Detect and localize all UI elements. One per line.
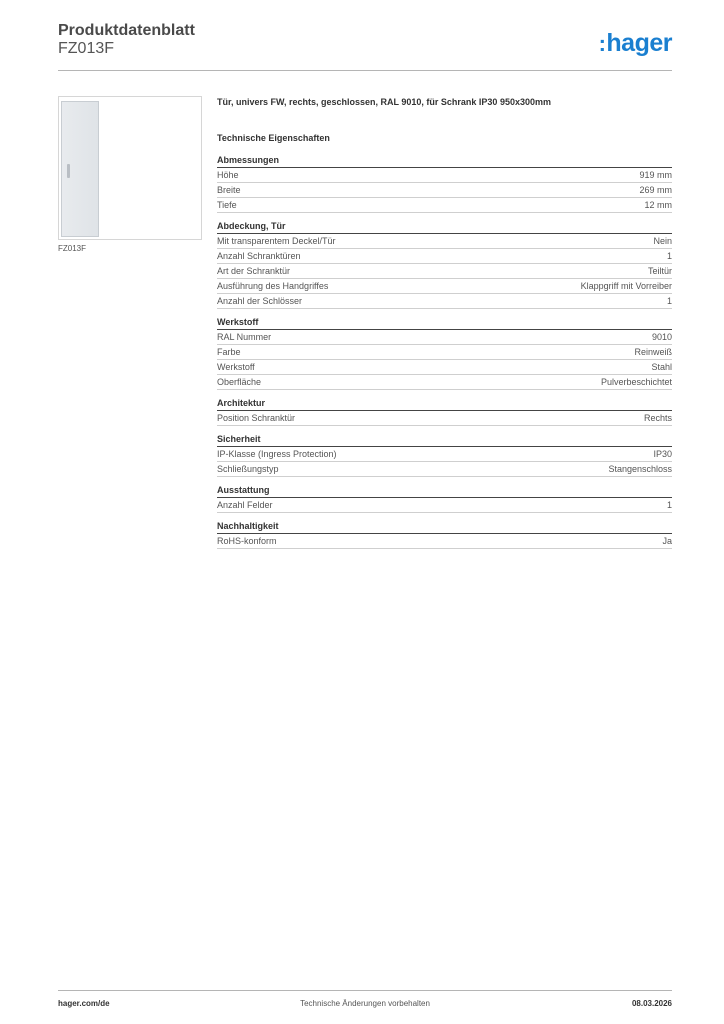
- spec-section: [217, 316, 672, 390]
- spec-label: Anzahl Schranktüren: [217, 251, 301, 261]
- door-handle: [67, 164, 70, 178]
- spec-label: IP-Klasse (Ingress Protection): [217, 449, 337, 459]
- product-image: [58, 96, 202, 240]
- spec-section: [217, 220, 672, 309]
- spec-row: [217, 411, 672, 426]
- spec-value: 1: [666, 296, 672, 306]
- spec-row: [217, 183, 672, 198]
- product-code: FZ013F: [58, 40, 115, 57]
- spec-value: Stangenschloss: [608, 464, 672, 474]
- spec-label: Ausführung des Handgriffes: [217, 281, 329, 291]
- spec-label: Art der Schranktür: [217, 266, 291, 276]
- spec-label: RoHS-konform: [217, 536, 277, 546]
- section-title: Abmessungen: [217, 154, 672, 168]
- logo-text: hager: [606, 29, 672, 57]
- spec-row: [217, 234, 672, 249]
- spec-row: [217, 264, 672, 279]
- technical-properties-heading: Technische Eigenschaften: [217, 133, 330, 143]
- spec-label: Position Schranktür: [217, 413, 296, 423]
- spec-row: [217, 360, 672, 375]
- spec-row: [217, 168, 672, 183]
- spec-row: [217, 498, 672, 513]
- spec-label: Höhe: [217, 170, 239, 180]
- spec-value: Reinweiß: [634, 347, 672, 357]
- door-illustration: [61, 101, 99, 237]
- spec-label: Schließungstyp: [217, 464, 279, 474]
- spec-label: Oberfläche: [217, 377, 262, 387]
- spec-label: RAL Nummer: [217, 332, 272, 342]
- spec-section: [217, 433, 672, 477]
- footer-notice: Technische Änderungen vorbehalten: [300, 999, 430, 1008]
- spec-section: [217, 397, 672, 426]
- spec-row: [217, 447, 672, 462]
- spec-label: Werkstoff: [217, 362, 255, 372]
- section-title: Architektur: [217, 397, 672, 411]
- image-caption: FZ013F: [58, 244, 87, 253]
- spec-value: 12 mm: [644, 200, 672, 210]
- spec-value: Teiltür: [647, 266, 672, 276]
- spec-label: Anzahl der Schlösser: [217, 296, 303, 306]
- spec-value: Klappgriff mit Vorreiber: [580, 281, 672, 291]
- spec-value: 269 mm: [639, 185, 672, 195]
- section-title: Abdeckung, Tür: [217, 220, 672, 234]
- spec-value: 1: [666, 500, 672, 510]
- spec-section: [217, 484, 672, 513]
- spec-value: Stahl: [651, 362, 672, 372]
- product-description: Tür, univers FW, rechts, geschlossen, RAL 9010, für Schrank IP30 950x300mm: [217, 97, 551, 107]
- spec-row: [217, 279, 672, 294]
- spec-row: [217, 462, 672, 477]
- spec-label: Breite: [217, 185, 241, 195]
- spec-label: Tiefe: [217, 200, 237, 210]
- spec-value: IP30: [653, 449, 672, 459]
- spec-row: [217, 249, 672, 264]
- page-header: [58, 20, 672, 71]
- spec-section: [217, 154, 672, 213]
- footer-website: hager.com/de: [58, 999, 110, 1008]
- spec-content: [217, 96, 672, 556]
- hager-logo: :hager: [598, 29, 672, 57]
- spec-row: [217, 345, 672, 360]
- spec-value: Pulverbeschichtet: [600, 377, 672, 387]
- spec-row: [217, 330, 672, 345]
- spec-value: 919 mm: [639, 170, 672, 180]
- spec-row: [217, 294, 672, 309]
- section-title: Ausstattung: [217, 484, 672, 498]
- spec-value: 9010: [651, 332, 672, 342]
- page-title: Produktdatenblatt: [58, 22, 195, 39]
- spec-value: Nein: [653, 236, 672, 246]
- footer-date: 08.03.2026: [631, 999, 672, 1008]
- spec-value: Rechts: [643, 413, 672, 423]
- page-footer: [58, 990, 672, 1015]
- spec-row: [217, 534, 672, 549]
- section-title: Sicherheit: [217, 433, 672, 447]
- section-title: Nachhaltigkeit: [217, 520, 672, 534]
- spec-value: 1: [666, 251, 672, 261]
- spec-label: Mit transparentem Deckel/Tür: [217, 236, 336, 246]
- section-title: Werkstoff: [217, 316, 672, 330]
- spec-label: Farbe: [217, 347, 241, 357]
- spec-section: [217, 520, 672, 549]
- spec-label: Anzahl Felder: [217, 500, 273, 510]
- spec-value: Ja: [662, 536, 672, 546]
- spec-sections: [217, 154, 672, 549]
- spec-row: [217, 198, 672, 213]
- spec-row: [217, 375, 672, 390]
